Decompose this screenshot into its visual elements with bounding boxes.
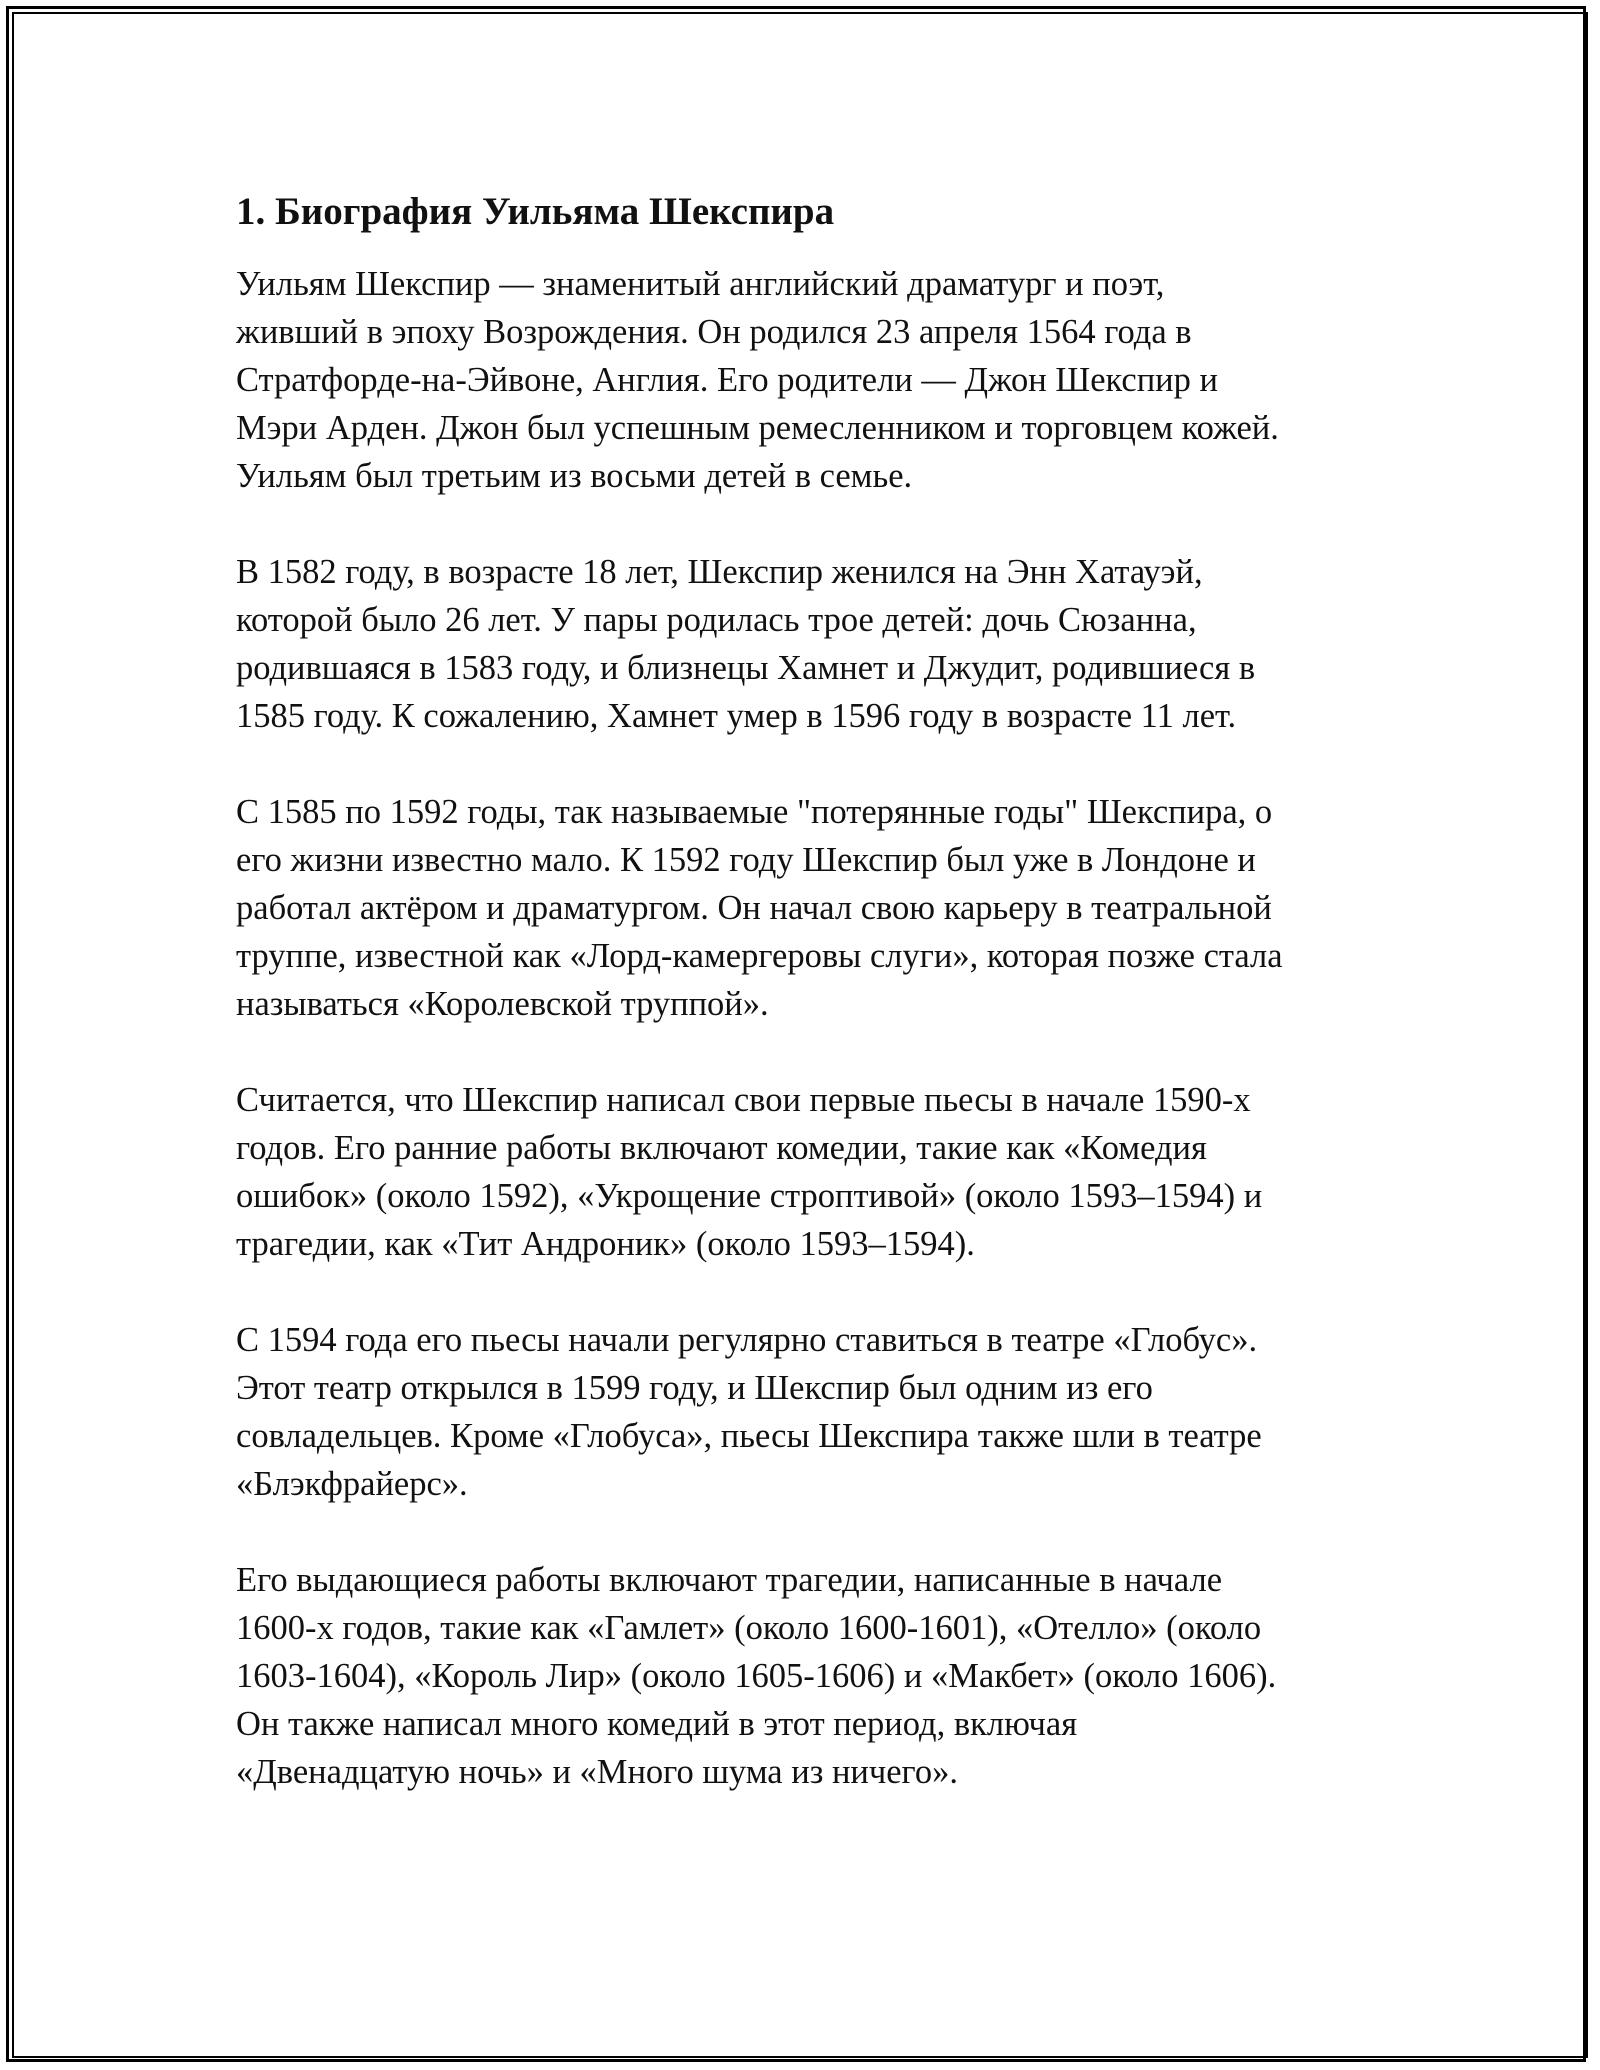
text-line: «Блэкфрайерс». xyxy=(236,1465,468,1503)
paragraph-spacer xyxy=(236,1028,1406,1076)
text-line: годов. Его ранние работы включают комедии, такие как «Комедия xyxy=(236,1129,1207,1167)
text-line: 1603-1604), «Король Лир» (около 1605-1606) и «Макбет» (около 1606). xyxy=(236,1657,1277,1695)
text-line: Его выдающиеся работы включают трагедии, написанные в начале xyxy=(236,1561,1223,1599)
text-line: Стратфорде-на-Эйвоне, Англия. Его родители — Джон Шекспир и xyxy=(236,361,1218,399)
text-line: работал актёром и драматургом. Он начал свою карьеру в театральной xyxy=(236,889,1272,927)
text-line: его жизни известно мало. К 1592 году Шекспир был уже в Лондоне и xyxy=(236,841,1256,879)
paragraph-early-plays xyxy=(236,1076,1406,1268)
text-line: ошибок» (около 1592), «Укрощение строптивой» (около 1593–1594) и xyxy=(236,1177,1263,1215)
text-line: трагедии, как «Тит Андроник» (около 1593–1594). xyxy=(236,1225,975,1263)
text-line: С 1585 по 1592 годы, так называемые "потерянные годы" Шекспира, о xyxy=(236,793,1273,831)
paragraph-lost-years xyxy=(236,788,1406,1028)
text-line: 1600-х годов, такие как «Гамлет» (около 1600-1601), «Отелло» (около xyxy=(236,1609,1262,1647)
text-line: Уильям Шекспир — знаменитый английский драматург и поэт, xyxy=(236,265,1165,303)
text-line: родившаяся в 1583 году, и близнецы Хамнет и Джудит, родившиеся в xyxy=(236,649,1256,687)
paragraph-major-works xyxy=(236,1556,1406,1796)
text-line: Он также написал много комедий в этот период, включая xyxy=(236,1705,1078,1743)
text-line: Уильям был третьим из восьми детей в семье. xyxy=(236,457,913,495)
page-title: 1. Биография Уильяма Шекспира xyxy=(236,190,835,233)
text-line: 1585 году. К сожалению, Хамнет умер в 1596 году в возрасте 11 лет. xyxy=(236,697,1237,735)
text-line: В 1582 году, в возрасте 18 лет, Шекспир женился на Энн Хатауэй, xyxy=(236,553,1203,591)
text-line: С 1594 года его пьесы начали регулярно ставиться в театре «Глобус». xyxy=(236,1321,1258,1359)
text-line: Мэри Арден. Джон был успешным ремесленником и торговцем кожей. xyxy=(236,409,1279,447)
text-line: живший в эпоху Возрождения. Он родился 23 апреля 1564 года в xyxy=(236,313,1192,351)
text-line: Считается, что Шекспир написал свои первые пьесы в начале 1590-х xyxy=(236,1081,1251,1119)
title-spacer xyxy=(236,238,1406,260)
text-line: «Двенадцатую ночь» и «Много шума из ничего». xyxy=(236,1753,958,1791)
text-line: называться «Королевской труппой». xyxy=(236,985,769,1023)
paragraph-marriage xyxy=(236,548,1406,740)
paragraph-spacer xyxy=(236,1508,1406,1556)
paragraph-spacer xyxy=(236,1268,1406,1316)
paragraph-globe-theatre xyxy=(236,1316,1406,1508)
paragraph-spacer xyxy=(236,740,1406,788)
text-line: Этот театр открылся в 1599 году, и Шекспир был одним из его xyxy=(236,1369,1153,1407)
text-line: труппе, известной как «Лорд-камергеровы слуги», которая позже стала xyxy=(236,937,1283,975)
paragraph-birth xyxy=(236,260,1406,500)
document-body xyxy=(236,186,1406,1796)
text-line: которой было 26 лет. У пары родилась трое детей: дочь Сюзанна, xyxy=(236,601,1197,639)
text-line: совладельцев. Кроме «Глобуса», пьесы Шекспира также шли в театре xyxy=(236,1417,1262,1455)
paragraph-spacer xyxy=(236,500,1406,548)
